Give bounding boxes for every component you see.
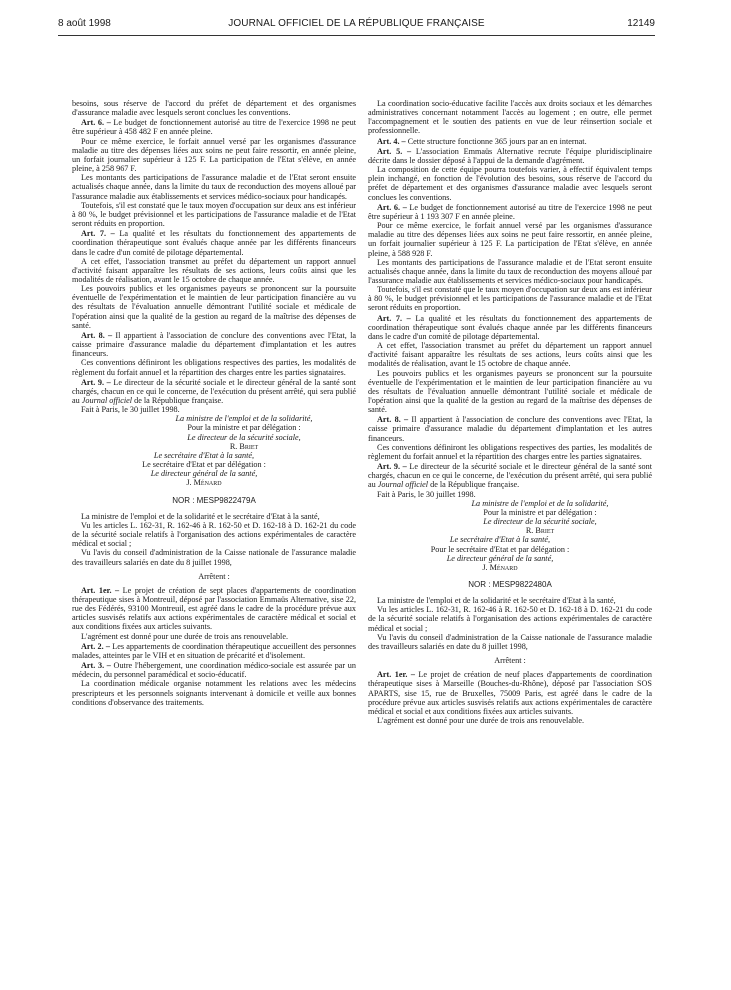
paragraph: Les montants des participations de l'assurance maladie et de l'Etat seront ensuite actualisés chaque année, dans la limite du taux de reconduction des moyens alloué par l'assurance maladie aux établissements et services médico-sociaux pour handicapés. <box>368 257 652 285</box>
signature-date: Fait à Paris, le 30 juillet 1998. <box>81 405 180 415</box>
paragraph: L'agrément est donné pour une durée de trois ans renouvelable. <box>377 716 584 725</box>
article-text: Le projet de création de neuf places d'appartements de coordination thérapeutique sises à Marseille (Bouches-du-Rhône), déposé par l'association SOS APARTS, sise 15, rue de Bruxelles, 75009 Paris, est agréé dans le cadre de la procédure prévue aux articles susvisés relatifs aux actions expérimentales de caractère médical et social et aux conditions fixées aux articles suivants. <box>368 670 652 716</box>
paragraph: A cet effet, l'association transmet au préfet du département un rapport annuel d'activité faisant apparaître les résultats de ses actions, leurs coûts ainsi que les modalités de réalisation, avant le 15 octobre de chaque année. <box>368 341 652 369</box>
paragraph: A cet effet, l'association transmet au préfet du département un rapport annuel d'activité faisant apparaître les résultats de ses actions, leurs coûts ainsi que les modalités de réalisation, avant le 15 octobre de chaque année. <box>72 256 356 284</box>
arretent-heading: Arrêtent : <box>494 656 526 666</box>
preamble: La ministre de l'emploi et de la solidarité et le secrétaire d'Etat à la santé, <box>377 596 616 606</box>
paragraph: Ces conventions définiront les obligations respectives des parties, les modalités de règlement du forfait annuel et la répartition des charges entre les parties signataires. <box>368 442 652 461</box>
article-label: Art. 3. – <box>81 661 111 671</box>
signature-date: Fait à Paris, le 30 juillet 1998. <box>377 489 476 499</box>
article-6 <box>72 118 356 136</box>
article-text: Le projet de création de sept places d'appartements de coordination thérapeutique sises à Montreuil, déposé par l'association Emmaüs Alternative, sise 22, rue des Fédérés, 93100 Montreuil, est agréé dans le cadre de la procédure prévue aux articles susvisés relatifs aux actions expérimentales de caractère médical et social et aux conditions fixées aux articles suivants. <box>72 585 356 632</box>
article-label: Art. 6. – <box>377 202 407 212</box>
article-8 <box>368 415 652 442</box>
article-text: Cette structure fonctionne 365 jours par an en internat. <box>405 136 587 146</box>
visa: Vu les articles L. 162-31, R. 162-46 à R. 162-50 et D. 162-18 à D. 162-21 du code de la sécurité sociale relatifs à l'organisation des actions expérimentales de caractère médical et social ; <box>368 605 652 633</box>
article-text: Le directeur de la sécurité sociale et le directeur général de la santé sont chargés, chacun en ce qui le concerne, de l'exécution du présent arrêté, qui sera publié au <box>368 462 652 490</box>
article-text: Les appartements de coordination thérapeutique accueillent des personnes malades, atteintes par le VIH et en situation de précarité et d'isolement. <box>72 641 356 660</box>
article-1 <box>72 586 356 632</box>
header-journal-title: JOURNAL OFFICIEL DE LA RÉPUBLIQUE FRANÇAISE <box>228 18 485 29</box>
signatory-title: La ministre de l'emploi et de la solidarité, <box>175 414 313 424</box>
signatory-title: Le directeur de la sécurité sociale, <box>483 517 597 527</box>
signatory-title: Le secrétaire d'Etat à la santé, <box>153 450 255 460</box>
article-7 <box>368 314 652 341</box>
article-text: Le budget de fonctionnement autorisé au titre de l'exercice 1998 ne peut être supérieur à 458 482 F en année pleine. <box>72 118 356 137</box>
article-label: Art. 8. – <box>81 330 113 340</box>
paragraph: Toutefois, s'il est constaté que le taux moyen d'occupation sur deux ans est inférieur à 80 %, le budget prévisionnel et les participations de l'assurance maladie et de l'Etat seront réduits en proportion. <box>72 200 356 229</box>
paragraph: besoins, sous réserve de l'accord du préfet de département et des organismes d'assurance maladie avec lesquels seront conclues les conventions. <box>72 99 356 118</box>
article-3 <box>72 661 356 679</box>
right-column <box>368 99 652 725</box>
article-label: Art. 7. – <box>377 313 411 323</box>
signatory-title: Le directeur général de la santé, <box>446 553 554 563</box>
article-label: Art. 9. – <box>377 462 407 472</box>
visa: Vu l'avis du conseil d'administration de la Caisse nationale de l'assurance maladie des travailleurs salariés en date du 8 juillet 1998, <box>368 632 652 651</box>
paragraph: Les pouvoirs publics et les organismes payeurs se prononcent sur la poursuite éventuelle de l'expérimentation et le maintien de leur participation financière au vu des résultats de l'évaluation annuelle démontrant l'utilité sociale et médicale de l'opération ainsi que la qualité de la gestion au regard de la maîtrise des dépenses de santé. <box>368 368 652 415</box>
article-1 <box>368 670 652 716</box>
article-label: Art. 5. – <box>377 146 412 156</box>
article-label: Art. 2. – <box>81 641 110 651</box>
article-text: Outre l'hébergement, une coordination médico-sociale est assurée par un médecin, du personnel paramédical et socio-éducatif. <box>72 661 356 680</box>
article-text-end: de la République française. <box>428 480 520 490</box>
article-9 <box>368 462 652 489</box>
page-header <box>58 18 655 36</box>
paragraph: La coordination socio-éducative facilite l'accès aux droits sociaux et les démarches administratives concernant notamment l'accès au logement ; en outre, elle permet l'accompagnement et le soutien des patients en vue de leur réinsertion sociale et professionnelle. <box>368 99 652 136</box>
article-label: Art. 1er. – <box>81 585 120 595</box>
article-6 <box>368 203 652 221</box>
paragraph: Pour ce même exercice, le forfait annuel versé par les organismes d'assurance maladie au titre des dépenses liées aux soins ne peut faire ressortir, en année pleine, un forfait journalier supérieur à 125 F. La participation de l'Etat s'élève, en année pleine, à 258 967 F. <box>72 136 356 174</box>
paragraph: La composition de cette équipe pourra toutefois varier, à effectif équivalent temps plein inchangé, en fonction de l'évolution des besoins, sous réserve de l'accord du préfet de département et des organismes d'assurance maladie avec lesquels seront conclues les conventions. <box>368 165 652 202</box>
paragraph: La coordination médicale organise notamment les relations avec les médecins prescripteurs et les personnels soignants intervenant à domicile et veille aux bonnes conditions d'observance des traitements. <box>72 679 356 707</box>
article-text: Il appartient à l'association de conclure des conventions avec l'Etat, la caisse primaire d'assurance maladie du département d'implantation et les autres financeurs. <box>368 415 652 443</box>
signatory-name: R. Briet <box>229 441 259 451</box>
arretent-heading: Arrêtent : <box>198 571 230 581</box>
signatory-title: La ministre de l'emploi et de la solidarité, <box>471 498 609 508</box>
nor-reference: NOR : MESP9822480A <box>468 579 552 589</box>
article-text-end: de la République française. <box>132 396 224 405</box>
signatory-name: R. Briet <box>525 526 555 536</box>
article-text: La qualité et les résultats du fonctionnement des appartements de coordination thérapeutique sont évalués chaque année par les différents financeurs dans le cadre d'un comité de pilotage départemental. <box>72 229 356 257</box>
nor-reference: NOR : MESP9822479A <box>172 495 256 505</box>
article-5 <box>368 147 652 165</box>
article-4 <box>368 137 652 146</box>
header-page-number: 12149 <box>627 18 655 29</box>
article-7 <box>72 229 356 256</box>
left-column <box>72 99 356 707</box>
visa: Vu les articles L. 162-31, R. 162-46 à R. 162-50 et D. 162-18 à D. 162-21 du code de la sécurité sociale relatifs à l'organisation des actions expérimentales de caractère médical et social ; <box>72 520 356 549</box>
paragraph: Les pouvoirs publics et les organismes payeurs se prononcent sur la poursuite éventuelle de l'expérimentation et le maintien de leur participation financière au vu des résultats de l'évaluation annuelle démontrant l'utilité sociale et médicale de l'opération ainsi que la qualité de la gestion au regard de la maîtrise des dépenses de santé. <box>72 284 356 330</box>
delegation-line: Pour le secrétaire d'Etat et par délégation : <box>430 544 570 554</box>
article-text: Le directeur de la sécurité sociale et le directeur général de la santé sont chargés, chacun en ce qui le concerne, de l'exécution du présent arrêté, qui sera publié au <box>72 377 356 405</box>
header-rule <box>58 35 655 36</box>
article-text: Il appartient à l'association de conclure des conventions avec l'Etat, la caisse primaire d'assurance maladie du département d'implantation et les autres financeurs. <box>72 330 356 359</box>
article-label: Art. 6. – <box>81 118 111 128</box>
signatory-title: Le directeur général de la santé, <box>150 469 258 479</box>
article-8 <box>72 331 356 358</box>
paragraph: Toutefois, s'il est constaté que le taux moyen d'occupation sur deux ans est inférieur à 80 %, le budget prévisionnel et les participations de l'assurance maladie et de l'Etat seront réduits en proportion. <box>368 285 652 313</box>
header-date: 8 août 1998 <box>58 18 111 29</box>
journal-name: Journal officiel <box>377 480 429 490</box>
article-2 <box>72 642 356 660</box>
paragraph: L'agrément est donné pour une durée de trois ans renouvelable. <box>81 631 288 641</box>
delegation-line: Pour la ministre et par délégation : <box>483 507 597 517</box>
visa: Vu l'avis du conseil d'administration de la Caisse nationale de l'assurance maladie des travailleurs salariés en date du 8 juillet 1998, <box>72 548 356 567</box>
journal-name: Journal officiel <box>81 396 133 405</box>
signatory-title: Le secrétaire d'Etat à la santé, <box>449 535 551 545</box>
paragraph: Ces conventions définiront les obligations respectives des parties, les modalités de règlement du forfait annuel et la répartition des charges entre les parties signataires. <box>72 358 356 377</box>
article-label: Art. 1er. – <box>377 670 415 680</box>
article-text: L'association Emmaüs Alternative recrute l'équipe pluridisciplinaire décrite dans le dossier déposé à l'appui de la demande d'agrément. <box>368 146 652 165</box>
article-text: La qualité et les résultats du fonctionnement des appartements de coordination thérapeutique sont évalués chaque année par les différents financeurs dans le cadre d'un comité de pilotage départemental. <box>368 313 652 341</box>
paragraph: Les montants des participations de l'assurance maladie et de l'Etat seront ensuite actualisés chaque année, dans la limite du taux de reconduction des moyens alloué par l'assurance maladie aux établissements et services médico-sociaux pour handicapés. <box>72 173 356 201</box>
article-label: Art. 4. – <box>377 136 406 146</box>
signatory-name: J. Ménard <box>482 562 518 572</box>
article-label: Art. 7. – <box>81 229 115 239</box>
delegation-line: Le secrétaire d'Etat et par délégation : <box>142 460 266 470</box>
paragraph: Pour ce même exercice, le forfait annuel versé par les organismes d'assurance maladie au titre des dépenses liées aux soins ne peut faire ressortir, en année pleine, un forfait journalier supérieur à 125 F. La participation de l'Etat s'élève, en année pleine, à 588 928 F. <box>368 221 652 258</box>
article-text: Le budget de fonctionnement autorisé au titre de l'exercice 1998 ne peut être supérieur à 1 193 307 F en année pleine. <box>368 202 652 221</box>
signatory-title: Le directeur de la sécurité sociale, <box>187 432 301 442</box>
article-label: Art. 8. – <box>377 415 409 425</box>
article-9 <box>72 378 356 405</box>
delegation-line: Pour la ministre et par délégation : <box>187 423 301 433</box>
signatory-name: J. Ménard <box>186 478 222 488</box>
preamble: La ministre de l'emploi et de la solidarité et le secrétaire d'Etat à la santé, <box>81 511 320 521</box>
article-label: Art. 9. – <box>81 377 111 387</box>
